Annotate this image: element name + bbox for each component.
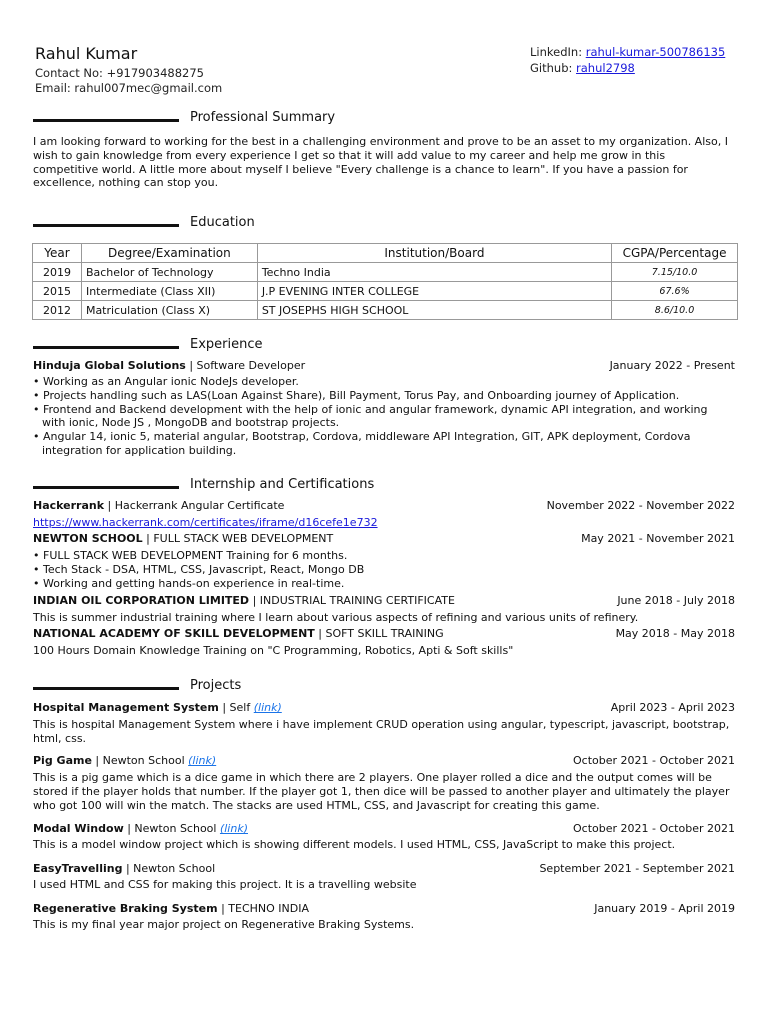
degree-cell: Intermediate (Class XII) [81,282,257,301]
list-item: • Working and getting hands-on experience in real-time. [33,577,733,591]
project-entry [33,701,735,715]
institution-cell: Techno India [257,263,611,282]
year-cell: 2012 [33,301,82,320]
certificate-link[interactable]: https://www.hackerrank.com/certificates/iframe/d16cefe1e732 [33,516,378,529]
experience-heading [33,337,733,357]
internship-heading [33,477,733,497]
list-item: • Tech Stack - DSA, HTML, CSS, Javascript, React, Mongo DB [33,563,733,577]
project-description: I used HTML and CSS for making this project. It is a travelling website [33,878,417,891]
projects-heading [33,678,733,698]
date-range: May 2021 - November 2021 [581,532,735,545]
project-description: This is hospital Management System where i have implement CRUD operation using angular, typescript, javascript, bootstrap, html, css. [33,718,730,745]
org-name: NEWTON SCHOOL [33,532,143,545]
company-name: Hinduja Global Solutions [33,359,186,372]
project-description: This is a model window project which is showing different models. I used HTML, CSS, JavaScript to make this project. [33,838,676,851]
github-row [530,60,725,76]
linkedin-link[interactable]: rahul-kumar-500786135 [585,45,726,59]
project-name: EasyTravelling [33,862,123,875]
experience-entry [33,359,735,373]
table-header-row [33,244,738,263]
project-entry [33,902,735,916]
score-cell: 7.15/10.0 [612,263,738,282]
project-owner: | Newton School [123,822,220,835]
date-range: January 2019 - April 2019 [594,902,735,915]
project-owner: | Newton School [122,862,216,875]
section-title: Education [190,215,255,230]
project-name: Pig Game [33,754,92,767]
internship-entry [33,594,735,608]
date-range: April 2023 - April 2023 [610,701,735,714]
org-name: Hackerrank [33,499,105,512]
project-entry [33,754,735,768]
column-header: Degree/Examination [81,244,257,263]
education-heading [33,215,733,235]
internship-entry [33,532,735,546]
education-table [32,243,738,320]
list-item: • Projects handling such as LAS(Loan Against Share), Bill Payment, Torus Pay, and Onboarding journey of Application. [33,389,733,403]
year-cell: 2019 [33,263,82,282]
certification-entry [33,499,735,513]
list-item: • FULL STACK WEB DEVELOPMENT Training for 6 months. [33,549,733,563]
project-owner: | Self [218,701,254,714]
phone-number: Contact No: +917903488275 [35,66,205,80]
project-link[interactable]: (link) [188,754,217,767]
project-name: Hospital Management System [33,701,219,714]
project-owner: | Newton School [91,754,189,767]
contact-block [35,66,222,96]
score-cell: 67.6% [612,282,738,301]
section-title: Experience [190,337,263,352]
date-range: October 2021 - October 2021 [573,754,735,767]
list-item: • Angular 14, ionic 5, material angular, Bootstrap, Cordova, middleware API Integration, GIT, APK deployment, Cordova integration for application building. [33,430,733,458]
email-address: Email: rahul007mec@gmail.com [35,81,223,95]
experience-bullets [33,375,733,458]
year-cell: 2015 [33,282,82,301]
project-name: Modal Window [33,822,124,835]
internship-bullets [33,549,733,590]
project-description: This is a pig game which is a dice game in which there are 2 players. One player rolled a dice and the output comes will be stored if the player holds that number. If the player got 1, then dice will be passed to another player and ultimately the player who got 100 will win the match. The stacks are used HTML, CSS, and Javascript for creating this game. [33,771,730,812]
column-header: Institution/Board [257,244,611,263]
degree-cell: Matriculation (Class X) [81,301,257,320]
section-divider [33,119,179,122]
project-description: This is my final year major project on Regenerative Braking Systems. [33,918,415,931]
date-range: May 2018 - May 2018 [615,627,735,640]
program-title: | INDUSTRIAL TRAINING CERTIFICATE [249,594,455,607]
linkedin-row [530,44,725,60]
list-item: • Working as an Angular ionic NodeJs developer. [33,375,733,389]
summary-text: I am looking forward to working for the best in a challenging environment and prove to be an asset to my organization. Also, I wish to gain knowledge from every experience I get so that it will add value to my career and help me grow in this competitive world. A little more about myself I believe "Every challenge is a chance to learn". If you have a passion for excellence, nothing can stop you. [33,135,728,190]
org-name: INDIAN OIL CORPORATION LIMITED [33,594,250,607]
candidate-name: Rahul Kumar [35,44,138,63]
date-range: October 2021 - October 2021 [573,822,735,835]
summary-heading [33,110,733,130]
section-divider [33,346,179,349]
score-cell: 8.6/10.0 [612,301,738,320]
profile-links [530,44,725,76]
section-divider [33,224,179,227]
date-range: September 2021 - September 2021 [539,862,735,875]
org-name: NATIONAL ACADEMY OF SKILL DEVELOPMENT [33,627,315,640]
table-row [33,301,738,320]
institution-cell: J.P EVENING INTER COLLEGE [257,282,611,301]
program-title: | FULL STACK WEB DEVELOPMENT [142,532,334,545]
table-row [33,282,738,301]
table-row [33,263,738,282]
list-item: • Frontend and Backend development with the help of ionic and angular framework, dynamic API integration, and working with ionic, Node JS , MongoDB and bootstrap projects. [33,403,733,431]
program-title: | SOFT SKILL TRAINING [314,627,444,640]
section-title: Internship and Certifications [190,477,375,492]
section-divider [33,687,179,690]
degree-cell: Bachelor of Technology [81,263,257,282]
github-label: Github: [530,61,577,75]
project-name: Regenerative Braking System [33,902,218,915]
section-divider [33,486,179,489]
project-link[interactable]: (link) [219,822,248,835]
institution-cell: ST JOSEPHS HIGH SCHOOL [257,301,611,320]
section-title: Professional Summary [190,110,336,125]
job-role: | Software Developer [185,359,306,372]
date-range: January 2022 - Present [609,359,735,372]
date-range: June 2018 - July 2018 [617,594,735,607]
date-range: November 2022 - November 2022 [546,499,735,512]
linkedin-label: LinkedIn: [530,45,586,59]
internship-description: This is summer industrial training where I learn about various aspects of refining and various units of refinery. [33,611,639,624]
section-title: Projects [190,678,242,693]
github-link[interactable]: rahul2798 [576,61,635,75]
project-link[interactable]: (link) [253,701,282,714]
column-header: Year [33,244,82,263]
project-entry [33,862,735,876]
certificate-url-row [33,516,735,530]
internship-description: 100 Hours Domain Knowledge Training on "C Programming, Robotics, Apti & Soft skills" [33,644,514,657]
certification-title: | Hackerrank Angular Certificate [104,499,285,512]
internship-entry [33,627,735,641]
project-owner: | TECHNO INDIA [217,902,309,915]
project-entry [33,822,735,836]
column-header: CGPA/Percentage [612,244,738,263]
